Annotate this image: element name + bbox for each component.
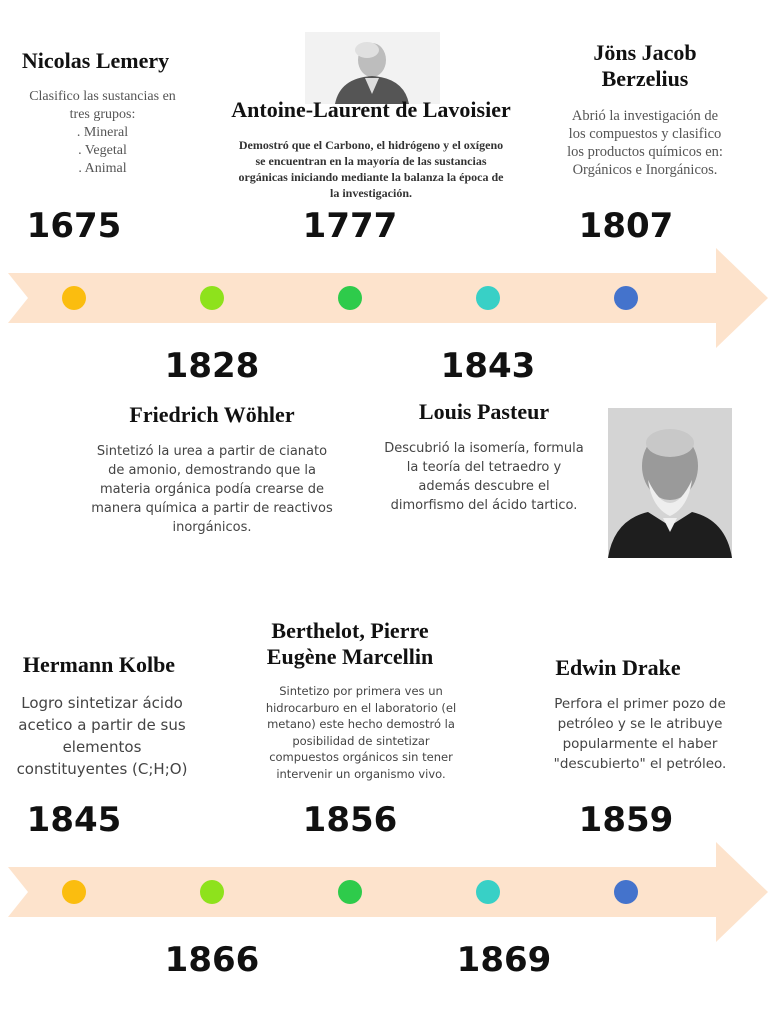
pasteur-description: Descubrió la isomería, formula la teoría del tetraedro y además descubre el dimorfismo del ácido tartico.: [384, 441, 584, 513]
lavoisier-portrait: [305, 32, 440, 104]
timeline-arrow-top: [8, 248, 768, 348]
year-1845: 1845: [26, 800, 122, 840]
wohler-name: Friedrich Wöhler: [129, 402, 295, 427]
year-1675: 1675: [26, 206, 122, 246]
pasteur-portrait: [608, 408, 732, 558]
timeline-dot-1807: [614, 286, 638, 310]
lavoisier-name: Antoine-Laurent de Lavoisier: [231, 97, 511, 122]
timeline-dot-1828: [200, 286, 224, 310]
drake-description: Perfora el primer pozo de petróleo y se le atribuye popularmente el haber "descubierto" el petróleo.: [553, 696, 727, 772]
timeline-dot-1843: [476, 286, 500, 310]
berzelius-description: Abrió la investigación de los compuestos y clasifico los productos químicos en: Orgánicos e Inorgánicos.: [567, 108, 723, 178]
kolbe-name: Hermann Kolbe: [22, 652, 176, 677]
timeline-dot-1856: [338, 880, 362, 904]
timeline-dot-1777: [338, 286, 362, 310]
arrow-shape: [8, 842, 768, 942]
timeline-dot-1869: [476, 880, 500, 904]
year-1866: 1866: [164, 940, 260, 980]
berthelot-name: Berthelot, Pierre Eugène Marcellin: [266, 618, 434, 670]
lavoisier-description: Demostró que el Carbono, el hidrógeno y el oxígeno se encuentran en la mayoría de las sustancias orgánicas iniciando mediante la balanza la época de la investigación.: [238, 138, 504, 200]
year-1828: 1828: [164, 346, 260, 386]
year-1843: 1843: [440, 346, 536, 386]
timeline-dot-1866: [200, 880, 224, 904]
year-1856: 1856: [302, 800, 398, 840]
kolbe-description: Logro sintetizar ácido acetico a partir de sus elementos constituyentes (C;H;O): [16, 694, 188, 778]
lemery-name: Nicolas Lemery: [21, 48, 170, 73]
arrow-shape: [8, 248, 768, 348]
timeline-dot-1845: [62, 880, 86, 904]
timeline-arrow-bottom: [8, 842, 768, 942]
timeline-dot-1859: [614, 880, 638, 904]
year-1869: 1869: [456, 940, 552, 980]
lemery-description: Clasifico las sustancias en tres grupos: . Mineral . Vegetal . Animal: [29, 89, 176, 176]
year-1807: 1807: [578, 206, 674, 246]
berthelot-description: Sintetizo por primera ves un hidrocarburo en el laboratorio (el metano) este hecho demostró la posibilidad de sintetizar compuestos orgánicos sin tener intervenir un organismo vivo.: [265, 684, 457, 781]
year-1777: 1777: [302, 206, 398, 246]
pasteur-name: Louis Pasteur: [418, 399, 550, 424]
wohler-description: Sintetizó la urea a partir de cianato de amonio, demostrando que la materia orgánica podía crearse de manera química a partir de reactivos inorgánicos.: [91, 444, 333, 535]
year-1859: 1859: [578, 800, 674, 840]
berzelius-name: Jöns Jacob Berzelius: [593, 40, 697, 92]
timeline-dot-1675: [62, 286, 86, 310]
drake-name: Edwin Drake: [555, 655, 681, 680]
